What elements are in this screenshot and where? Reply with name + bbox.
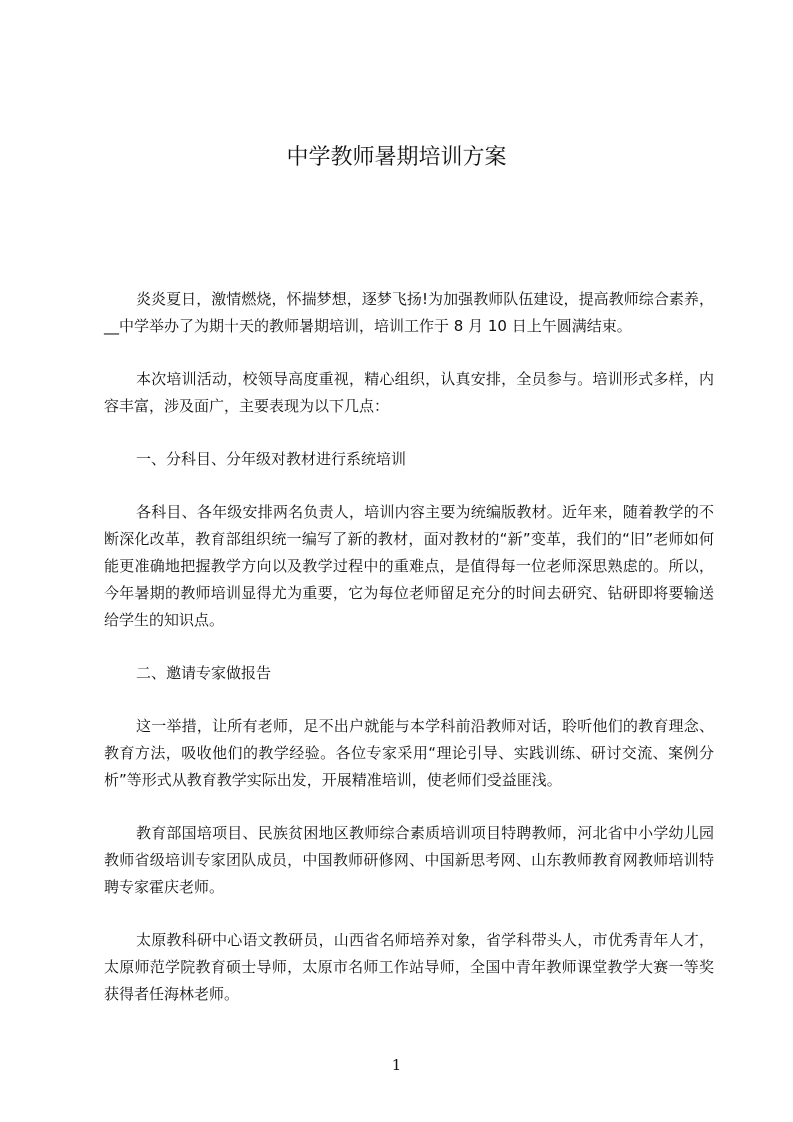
paragraph-intro: 炎炎夏日，激情燃烧，怀揣梦想，逐梦飞扬!为加强教师队伍建设，提高教师综合素养，__中学举办了为期十天的教师暑期培训，培训工作于 8 月 10 日上午圆满结束。: [104, 290, 714, 335]
paragraph-overview: 本次培训活动，校领导高度重视，精心组织，认真安排，全员参与。培训形式多样，内容丰富，涉及面广，主要表现为以下几点：: [104, 370, 714, 415]
section-heading-1: 一、分科目、分年级对教材进行系统培训: [136, 450, 407, 468]
paragraph-section-1: 各科目、各年级安排两名负责人，培训内容主要为统编版教材。近年来，随着教学的不断深化改革，教育部组织统一编写了新的教材，面对教材的“新”变革，我们的“旧”老师如何能更准确地把握教学方向以及教学过程中的重难点，是值得每一位老师深思熟虑的。所以，今年暑期的教师培训显得尤为重要，它为每位老师留足充分的时间去研究、钻研即将要输送给学生的知识点。: [104, 503, 714, 629]
paragraph-section-2: 这一举措，让所有老师，足不出户就能与本学科前沿教师对话，聆听他们的教育理念、教育方法，吸收他们的教学经验。各位专家采用“理论引导、实践训练、研讨交流、案例分析”等形式从教育教学实际出发，开展精准培训，使老师们受益匪浅。: [104, 717, 714, 789]
document-body: [104, 286, 714, 1034]
page-number: 1: [391, 1056, 402, 1074]
paragraph-expert-2: 太原教科研中心语文教研员，山西省名师培养对象，省学科带头人，市优秀青年人才，太原师范学院教育硕士导师，太原市名师工作站导师，全国中青年教师课堂教学大赛一等奖获得者任海林老师。: [104, 931, 714, 1003]
paragraph-expert-1: 教育部国培项目、民族贫困地区教师综合素质培训项目特聘教师，河北省中小学幼儿园教师省级培训专家团队成员，中国教师研修网、中国新思考网、山东教师教育网教师培训特聘专家霍庆老师。: [104, 824, 714, 896]
document-title: 中学教师暑期培训方案: [286, 145, 507, 170]
section-heading-2: 二、邀请专家做报告: [136, 664, 272, 682]
